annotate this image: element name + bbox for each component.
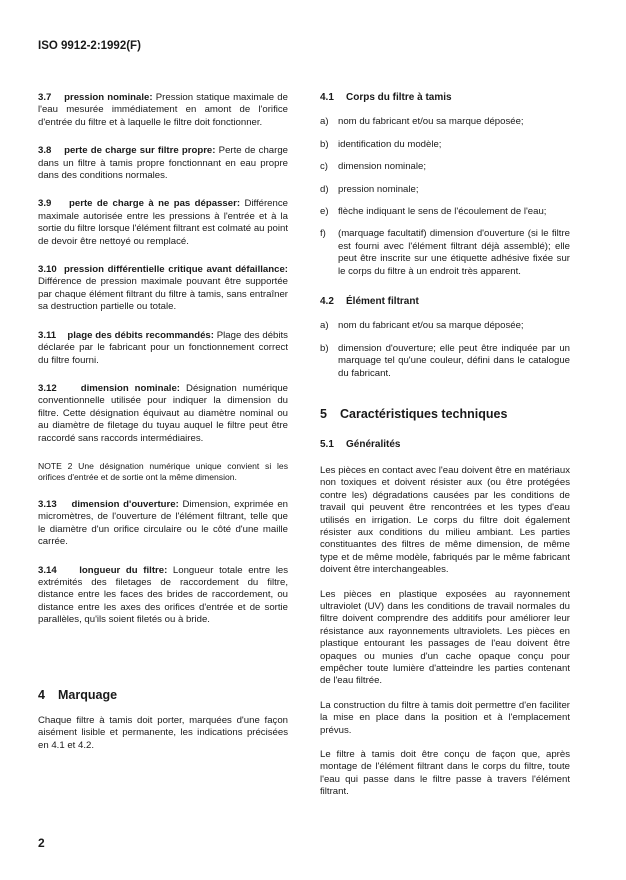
definition-3-8: 3.8 perte de charge sur filtre propre: Perte de charge dans un filtre à tamis propre fonctionnant en eau propre dans des conditions normales. xyxy=(38,145,288,182)
section-5-1-heading: 5.1 Généralités xyxy=(320,438,401,450)
section-5-1-paragraph: Les pièces en contact avec l'eau doivent être en matériaux non toxiques et doivent résister aux (ou être protégées contre les) dégradations causées par les conditions de travail qui peuvent être rencontrées et les types d'eau utilisés en irrigation. Le corps du filtre doit également résister aux conditions du milieu ambiant. Les parties constituantes des filtres de même dimension, de même type et de même modèle, fabriqués par le même fabricant doivent être interchangeables. xyxy=(320,464,570,576)
list-item: e) flèche indiquant le sens de l'écoulement de l'eau; xyxy=(320,206,547,218)
definition-3-13: 3.13 dimension d'ouverture: Dimension, exprimée en micromètres, de l'ouverture de l'élément filtrant, telle que le diamètre d'un orifice circulaire ou le côté d'une maille carrée. xyxy=(38,498,288,548)
section-5-1-paragraph: La construction du filtre à tamis doit permettre d'en faciliter la mise en place dans la position et à l'emplacement prévus. xyxy=(320,699,570,736)
definition-3-10: 3.10 pression différentielle critique avant défaillance: Différence de pression maximale pouvant être supportée par chaque élément filtrant du filtre à tamis, sans entraîner sa destruction partielle ou totale. xyxy=(38,264,288,313)
page-number: 2 xyxy=(38,836,45,850)
definition-3-11: 3.11 plage des débits recommandés: Plage des débits déclarée par le fabricant pour un fonctionnement correct du filtre fourni. xyxy=(38,329,288,366)
note-2: NOTE 2 Une désignation numérique unique convient si les orifices d'entrée et de sortie ont la même dimension. xyxy=(38,460,288,482)
list-item: d) pression nominale; xyxy=(320,183,419,195)
left-column xyxy=(38,92,288,752)
list-item: a) nom du fabricant et/ou sa marque déposée; xyxy=(320,116,524,128)
section-4-heading: 4 Marquage xyxy=(38,687,118,702)
section-5-heading: 5 Caractéristiques techniques xyxy=(320,407,508,422)
right-column xyxy=(320,92,570,799)
section-5-1-paragraph: Les pièces en plastique exposées au rayonnement ultraviolet (UV) dans les conditions de travail normales du filtre doivent comprendre des additifs pour améliorer leur résistance aux rayonnements ultraviolets. Les pièces en plastique entourant les passages de l'eau doivent être opaques ou munies d'un cache opaque conçu pour empêcher toute lumière d'atteindre les parties contenant de l'eau filtrée. xyxy=(320,588,570,687)
list-item: c) dimension nominale; xyxy=(320,161,426,173)
section-4-text: Chaque filtre à tamis doit porter, marquées d'une façon aisément lisible et permanente, les indications précisées en 4.1 et 4.2. xyxy=(38,715,288,751)
definition-3-14: 3.14 longueur du filtre: Longueur totale entre les extrémités des filetages de raccordement du filtre, distance entre les faces des brides de raccordement, ou distance entre les axes des orifices d'entrée et de sortie parallèles, qu'ils soient filetés ou à bride. xyxy=(38,564,288,626)
list-item: f) (marquage facultatif) dimension d'ouverture (si le filtre est fourni avec l'élément filtrant déjà assemblé); elle peut être inscrite sur une étiquette adhésive fixée sur le corps du filtre à un endroit très apparent. xyxy=(320,228,570,277)
section-5-1-paragraph: Le filtre à tamis doit être conçu de façon que, après montage de l'élément filtrant dans le corps du filtre, toute l'eau qui passe dans le filtre passe à travers l'élément filtrant. xyxy=(320,749,570,798)
list-item: b) identification du modèle; xyxy=(320,138,442,150)
definition-3-7: 3.7 pression nominale: Pression statique maximale de l'eau mesurée immédiatement en amont de l'orifice d'entrée du filtre et à laquelle le filtre doit fonctionner. xyxy=(38,92,288,128)
section-4-2-heading: 4.2 Élément filtrant xyxy=(320,296,419,308)
list-item: a) nom du fabricant et/ou sa marque déposée; xyxy=(320,320,524,332)
definition-3-9: 3.9 perte de charge à ne pas dépasser: Différence maximale autorisée entre les pressions à l'entrée et à la sortie du filtre lorsque l'élément filtrant est colmaté au point de devoir être nettoyé ou remplacé. xyxy=(38,198,288,247)
document-header: ISO 9912-2:1992(F) xyxy=(38,40,141,52)
section-4-1-heading: 4.1 Corps du filtre à tamis xyxy=(320,92,452,103)
list-item: b) dimension d'ouverture; elle peut être indiquée par un marquage tel qu'une couleur, défini dans le catalogue du fabricant. xyxy=(320,342,570,379)
definition-3-12: 3.12 dimension nominale: Désignation numérique conventionnelle utilisée pour indiquer la dimension du filtre. Cette désignation équivaut au diamètre nominal ou au diamètre de filetage du tuyau auquel le filtre peut être raccordé sans raccords intermédiaires. xyxy=(38,382,289,444)
